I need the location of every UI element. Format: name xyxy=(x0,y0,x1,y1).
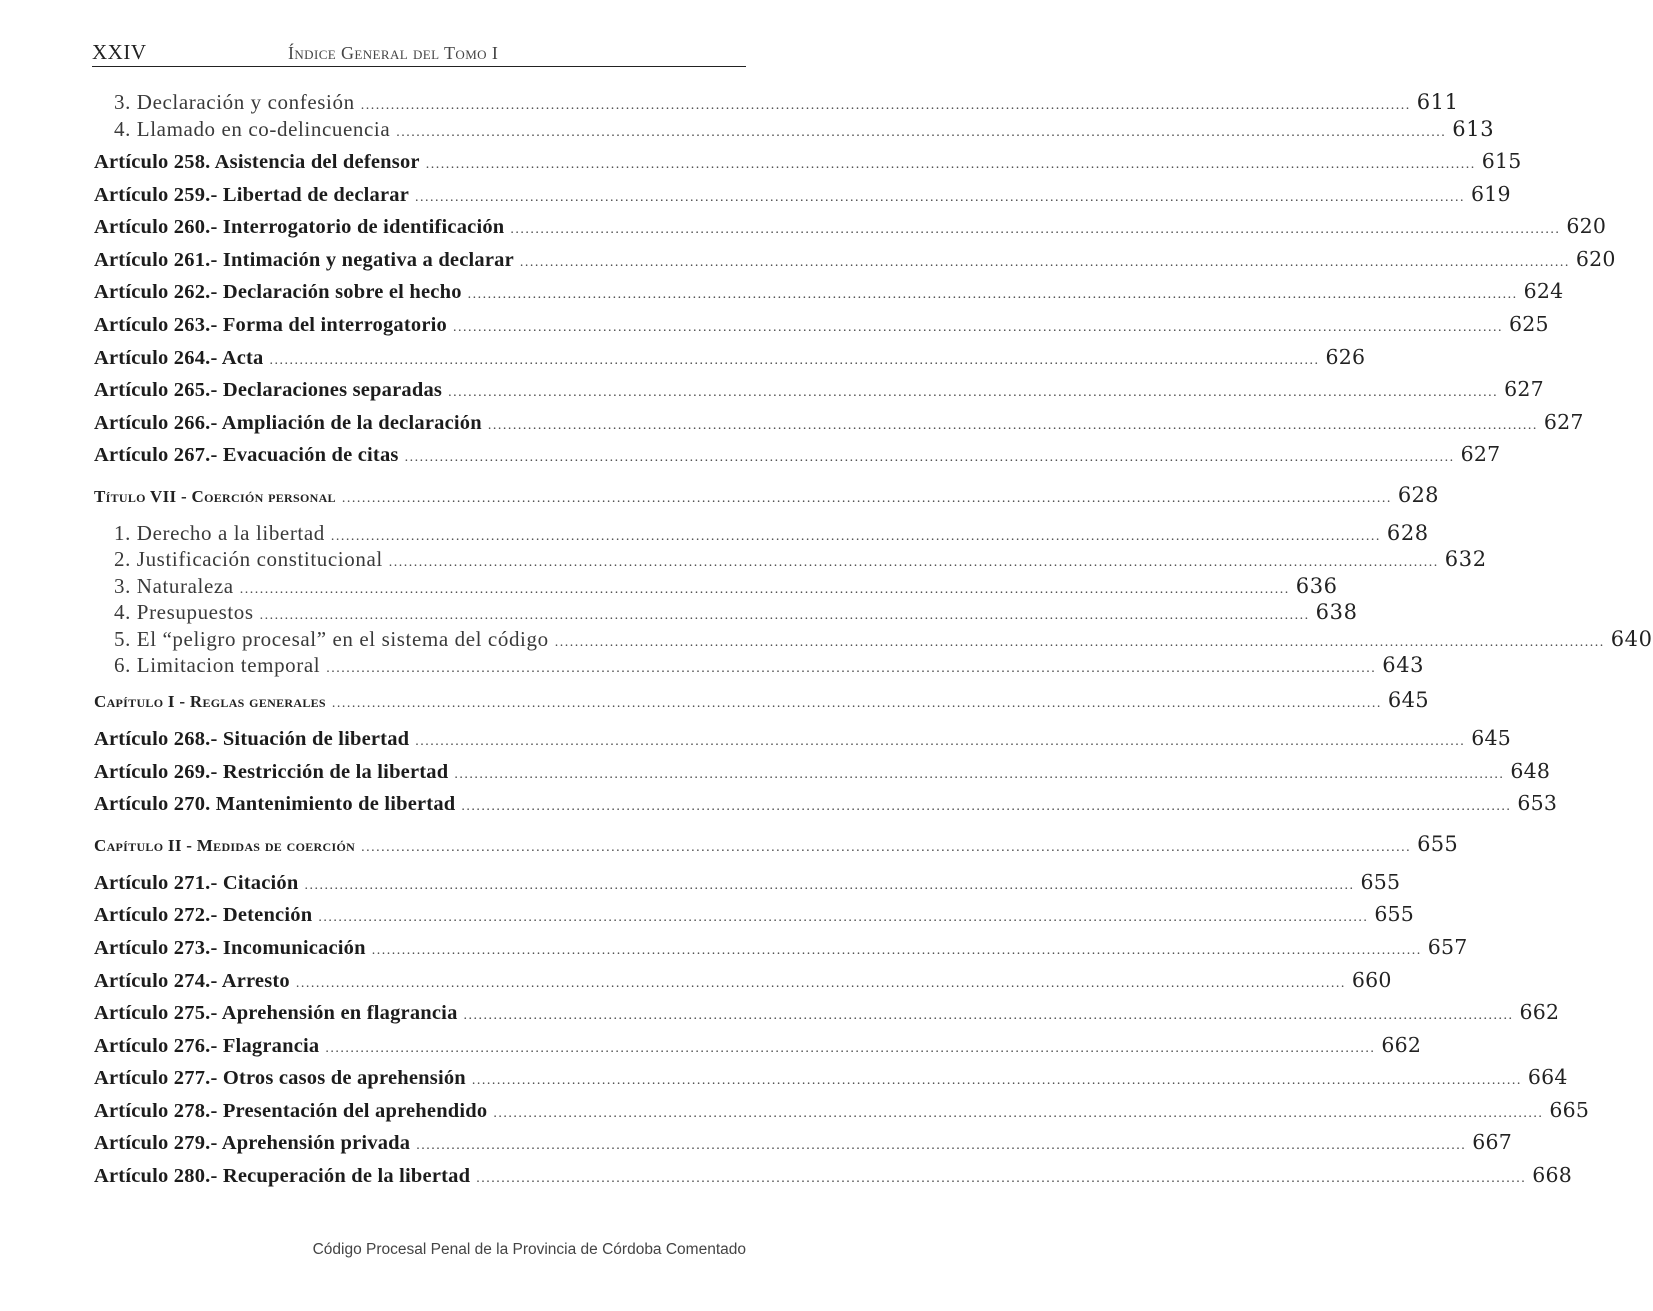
toc-article-entry[interactable] xyxy=(94,279,1564,312)
toc-subentry[interactable] xyxy=(94,600,1358,627)
toc-article-entry[interactable] xyxy=(94,967,1392,1001)
dot-leader xyxy=(269,353,1319,369)
toc-page-number: 668 xyxy=(1532,1163,1572,1188)
toc-page-number: 638 xyxy=(1315,600,1358,625)
toc-article-entry[interactable] xyxy=(94,1000,1560,1033)
toc-entry-title: 3. Declaración y confesión xyxy=(114,90,355,114)
toc-article-entry[interactable] xyxy=(94,1065,1568,1098)
toc-entry-title: Artículo 274.- Arresto xyxy=(94,969,290,992)
toc-entry-title: 4. Llamado en co-delincuencia xyxy=(114,116,391,141)
toc-entry-title: Artículo 259.- Libertad de declarar xyxy=(94,183,410,206)
toc-entry-title: Artículo 260.- Interrogatorio de identificación xyxy=(94,216,505,239)
dot-leader xyxy=(361,840,1411,856)
dot-leader xyxy=(318,910,1368,926)
toc-article-entry[interactable] xyxy=(94,1097,1590,1131)
dot-leader xyxy=(396,125,1446,141)
toc-article-entry[interactable] xyxy=(94,791,1558,824)
dot-leader xyxy=(260,608,1310,624)
dot-leader xyxy=(453,320,1503,336)
dot-leader xyxy=(448,385,1498,401)
dot-leader xyxy=(520,255,1570,271)
toc-page-number: 620 xyxy=(1575,246,1616,271)
toc-article-entry[interactable] xyxy=(94,758,1551,792)
toc-subentry[interactable] xyxy=(94,90,1459,117)
toc-entry-title: Artículo 268.- Situación de libertad xyxy=(94,727,410,750)
toc-page-number: 626 xyxy=(1325,344,1366,369)
toc-article-entry[interactable] xyxy=(94,902,1415,935)
toc-entry-title: 6. Limitacion temporal xyxy=(114,653,321,678)
toc-entry-title: 1. Derecho a la libertad xyxy=(114,520,325,545)
toc-page-number: 643 xyxy=(1382,653,1425,678)
toc-article-entry[interactable] xyxy=(94,934,1468,968)
dot-leader xyxy=(372,943,1422,959)
toc-entry-title: 3. Naturaleza xyxy=(114,573,234,598)
toc-page-number: 619 xyxy=(1471,181,1511,206)
dot-leader xyxy=(454,767,1504,783)
toc-page-number: 636 xyxy=(1295,573,1338,598)
section-gap xyxy=(94,824,742,832)
toc-subentry[interactable] xyxy=(94,116,1495,144)
toc-entry-title: Artículo 273.- Incomunicación xyxy=(94,936,366,959)
toc-entry-title: Capítulo I - Reglas generales xyxy=(94,691,326,711)
dot-leader xyxy=(493,1106,1543,1122)
toc-page-number: 620 xyxy=(1566,214,1607,239)
dot-leader xyxy=(426,157,1476,173)
toc-article-entry[interactable] xyxy=(94,344,1366,378)
toc-article-entry[interactable] xyxy=(94,1032,1422,1066)
toc-page-number: 628 xyxy=(1397,482,1439,507)
toc-article-entry[interactable] xyxy=(94,1163,1572,1196)
page-number: XXIV xyxy=(92,40,147,64)
toc-page-number: 611 xyxy=(1416,90,1459,114)
toc-article-entry[interactable] xyxy=(94,246,1616,280)
toc-article-entry[interactable] xyxy=(94,442,1501,475)
dot-leader xyxy=(415,190,1465,206)
section-gap xyxy=(94,680,742,688)
toc-page-number: 615 xyxy=(1481,149,1522,173)
toc-entry-title: Artículo 263.- Forma del interrogatorio xyxy=(94,313,447,336)
dot-leader xyxy=(472,1073,1522,1089)
toc-subentry[interactable] xyxy=(94,626,1653,654)
toc-page-number: 660 xyxy=(1351,967,1392,992)
dot-leader xyxy=(389,555,1439,571)
toc-page-number: 628 xyxy=(1386,520,1429,545)
dot-leader xyxy=(464,1008,1514,1024)
toc-page-number: 624 xyxy=(1523,279,1564,304)
dot-leader xyxy=(326,661,1376,677)
toc-section-heading[interactable] xyxy=(94,482,1439,515)
toc-article-entry[interactable] xyxy=(94,181,1511,215)
toc-page-number: 662 xyxy=(1381,1032,1422,1057)
toc-page-number: 657 xyxy=(1427,934,1468,959)
dot-leader xyxy=(415,734,1465,750)
toc-entry-title: 4. Presupuestos xyxy=(114,600,254,625)
toc-entry-title: Artículo 275.- Aprehensión en flagrancia xyxy=(94,1002,458,1025)
footer-book-title: Código Procesal Penal de la Provincia de Córdoba Comentado xyxy=(312,1241,746,1258)
dot-leader xyxy=(342,491,1392,507)
toc-subentry[interactable] xyxy=(94,573,1338,601)
toc-page-number: 613 xyxy=(1452,116,1495,141)
toc-page-number: 655 xyxy=(1374,902,1415,927)
toc-section-heading[interactable] xyxy=(94,687,1429,720)
toc-entry-title: Capítulo II - Medidas de coerción xyxy=(94,835,356,855)
dot-leader xyxy=(555,635,1605,651)
toc-entry-title: Artículo 271.- Citación xyxy=(94,871,299,894)
toc-page-number: 645 xyxy=(1471,725,1511,750)
dot-leader xyxy=(331,529,1381,545)
toc-page-number: 645 xyxy=(1387,687,1429,712)
toc-entry-title: Artículo 267.- Evacuación de citas xyxy=(94,444,399,467)
toc-page-number: 632 xyxy=(1444,547,1487,572)
toc-subentry[interactable] xyxy=(94,547,1487,574)
toc-page-number: 640 xyxy=(1610,626,1653,651)
toc-section-heading[interactable] xyxy=(94,831,1459,864)
toc-subentry[interactable] xyxy=(94,653,1425,680)
dot-leader xyxy=(240,582,1290,598)
toc-page-number: 662 xyxy=(1519,1000,1560,1025)
toc-entry-title: Artículo 280.- Recuperación de la libertad xyxy=(94,1165,471,1188)
dot-leader xyxy=(325,1041,1375,1057)
toc-entry-title: Título VII - Coerción personal xyxy=(94,486,336,506)
dot-leader xyxy=(361,98,1411,114)
page-header xyxy=(92,36,746,67)
toc-entry-title: Artículo 279.- Aprehensión privada xyxy=(94,1132,411,1155)
toc-entry-title: 5. El “peligro procesal” en el sistema del código xyxy=(114,626,549,651)
toc-entry-title: Artículo 270. Mantenimiento de libertad xyxy=(94,793,456,816)
dot-leader xyxy=(304,878,1354,894)
dot-leader xyxy=(488,418,1538,434)
toc-entry-title: Artículo 276.- Flagrancia xyxy=(94,1034,320,1057)
toc-entry-title: Artículo 266.- Ampliación de la declaración xyxy=(94,411,482,434)
dot-leader xyxy=(416,1138,1466,1154)
toc-entry-title: Artículo 258. Asistencia del defensor xyxy=(94,151,420,173)
toc-article-entry[interactable] xyxy=(94,869,1401,903)
toc-article-entry[interactable] xyxy=(94,725,1511,759)
toc-entry-title: 2. Justificación constitucional xyxy=(114,547,383,572)
dot-leader xyxy=(332,696,1382,712)
dot-leader xyxy=(461,799,1511,815)
toc-page-number: 627 xyxy=(1504,377,1544,402)
toc-page-number: 653 xyxy=(1517,791,1558,816)
toc-page-number: 648 xyxy=(1510,758,1551,783)
toc-article-entry[interactable] xyxy=(94,377,1544,410)
toc-page-number: 627 xyxy=(1460,442,1501,467)
toc-article-entry[interactable] xyxy=(94,311,1549,345)
dot-leader xyxy=(468,287,1518,303)
dot-leader xyxy=(510,222,1560,238)
toc-entry-title: Artículo 262.- Declaración sobre el hecho xyxy=(94,281,462,304)
toc-entry-title: Artículo 278.- Presentación del aprehendido xyxy=(94,1099,488,1122)
toc-page-number: 664 xyxy=(1527,1065,1568,1090)
dot-leader xyxy=(296,976,1346,992)
toc-article-entry[interactable] xyxy=(94,214,1607,247)
toc-page-number: 665 xyxy=(1549,1097,1590,1122)
toc-page-number: 627 xyxy=(1543,409,1584,434)
dot-leader xyxy=(405,450,1455,466)
dot-leader xyxy=(476,1171,1526,1187)
table-of-contents xyxy=(94,90,1653,1196)
toc-entry-title: Artículo 264.- Acta xyxy=(94,346,264,369)
toc-entry-title: Artículo 277.- Otros casos de aprehensión xyxy=(94,1067,466,1090)
toc-page-number: 655 xyxy=(1417,831,1459,856)
toc-subentry[interactable] xyxy=(94,520,1429,548)
toc-article-entry[interactable] xyxy=(94,409,1584,443)
toc-entry-title: Artículo 261.- Intimación y negativa a declarar xyxy=(94,248,514,271)
toc-page-number: 625 xyxy=(1509,311,1549,336)
toc-page-number: 655 xyxy=(1360,869,1401,894)
running-title: Índice General del Tomo I xyxy=(288,43,499,63)
toc-article-entry[interactable] xyxy=(94,149,1522,182)
section-gap xyxy=(94,475,742,483)
toc-entry-title: Artículo 265.- Declaraciones separadas xyxy=(94,379,443,402)
toc-entry-title: Artículo 269.- Restricción de la libertad xyxy=(94,760,449,783)
toc-page-number: 667 xyxy=(1472,1130,1512,1155)
toc-entry-title: Artículo 272.- Detención xyxy=(94,904,313,927)
toc-article-entry[interactable] xyxy=(94,1130,1512,1163)
